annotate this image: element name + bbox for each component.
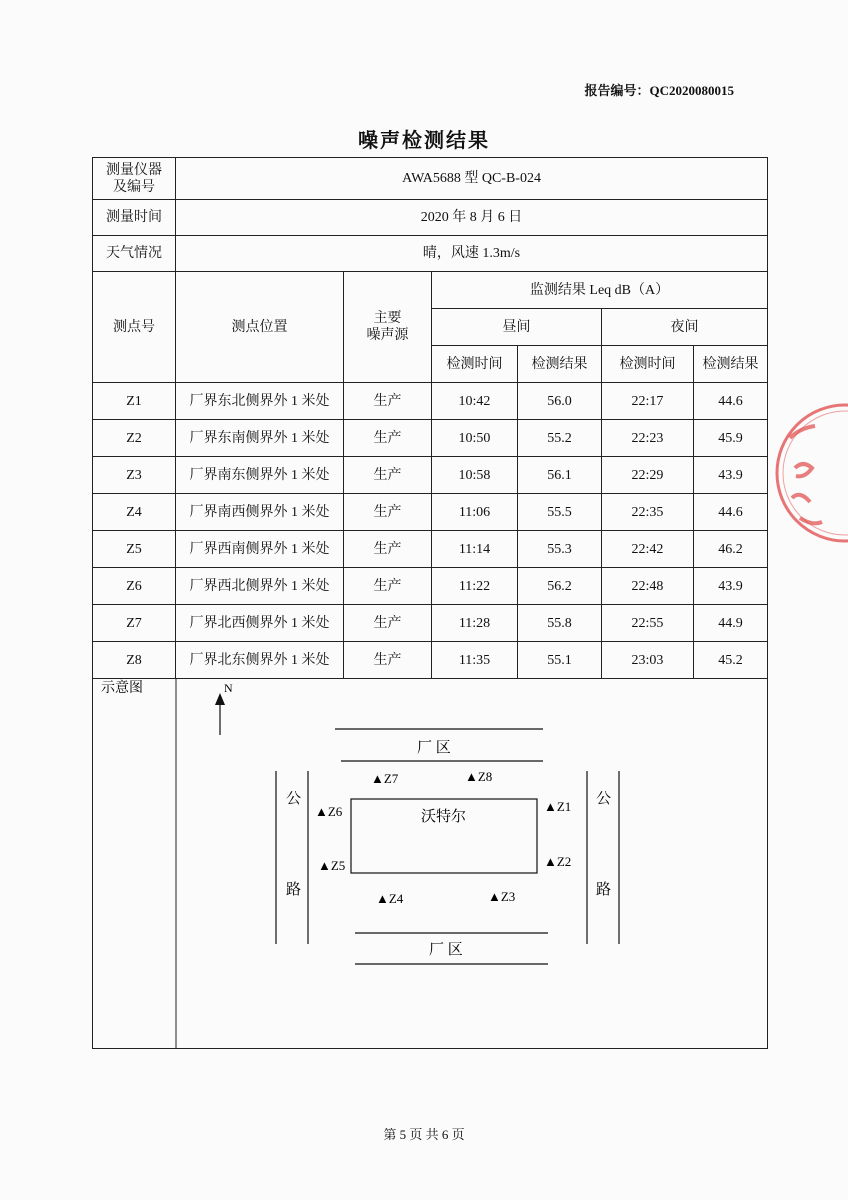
night-result: 45.2 — [694, 642, 768, 679]
header-night-result: 检测结果 — [694, 346, 768, 383]
night-time: 22:29 — [602, 457, 694, 494]
day-time: 11:28 — [432, 605, 518, 642]
noise-result-table — [92, 157, 768, 1049]
day-result: 56.2 — [518, 568, 602, 605]
day-result: 56.0 — [518, 383, 602, 420]
header-night-time: 检测时间 — [602, 346, 694, 383]
point-location: 厂界南东侧界外 1 米处 — [176, 457, 344, 494]
night-result: 45.9 — [694, 420, 768, 457]
point-id: Z6 — [93, 568, 176, 605]
night-result: 44.6 — [694, 383, 768, 420]
right-road-char-1: 公 — [596, 791, 612, 807]
point-source: 生产 — [344, 531, 432, 568]
company-seal — [770, 398, 848, 548]
night-time: 22:48 — [602, 568, 694, 605]
point-location: 厂界北东侧界外 1 米处 — [176, 642, 344, 679]
night-time: 22:42 — [602, 531, 694, 568]
point-marker-z3: ▲Z3 — [488, 889, 516, 904]
point-id: Z1 — [93, 383, 176, 420]
point-marker-z4: ▲Z4 — [376, 891, 404, 906]
day-time: 11:06 — [432, 494, 518, 531]
point-id: Z7 — [93, 605, 176, 642]
day-time: 11:22 — [432, 568, 518, 605]
point-source: 生产 — [344, 383, 432, 420]
point-marker-z6: ▲Z6 — [315, 804, 343, 819]
table-row — [93, 457, 768, 494]
point-marker-z8: ▲Z8 — [465, 769, 493, 784]
point-source: 生产 — [344, 457, 432, 494]
time-value: 2020 年 8 月 6 日 — [176, 200, 768, 236]
page-title: 噪声检测结果 — [358, 130, 490, 152]
weather-row — [93, 236, 768, 272]
building-name: 沃特尔 — [421, 809, 467, 825]
point-location: 厂界西南侧界外 1 米处 — [176, 531, 344, 568]
report-number: 报告编号：QC2020080015 — [584, 83, 734, 98]
header-main-source: 主要 噪声源 — [344, 272, 432, 383]
night-result: 44.9 — [694, 605, 768, 642]
night-result: 43.9 — [694, 568, 768, 605]
header-point-location: 测点位置 — [176, 272, 344, 383]
time-row — [93, 200, 768, 236]
left-road-char-1: 公 — [286, 791, 302, 807]
night-result: 44.6 — [694, 494, 768, 531]
day-time: 10:42 — [432, 383, 518, 420]
table-row — [93, 568, 768, 605]
point-id: Z8 — [93, 642, 176, 679]
header-point-no: 测点号 — [93, 272, 176, 383]
point-source: 生产 — [344, 642, 432, 679]
weather-label: 天气情况 — [93, 236, 176, 272]
diagram-cell — [93, 679, 768, 1049]
north-label: N — [224, 681, 233, 695]
point-marker-z7: ▲Z7 — [371, 771, 399, 786]
point-id: Z4 — [93, 494, 176, 531]
point-location: 厂界东北侧界外 1 米处 — [176, 383, 344, 420]
header-row-1 — [93, 272, 768, 309]
day-result: 55.5 — [518, 494, 602, 531]
point-marker-z2: ▲Z2 — [544, 854, 572, 869]
point-source: 生产 — [344, 420, 432, 457]
table-row — [93, 420, 768, 457]
header-day-time: 检测时间 — [432, 346, 518, 383]
point-marker-z1: ▲Z1 — [544, 799, 572, 814]
day-time: 11:14 — [432, 531, 518, 568]
night-time: 22:17 — [602, 383, 694, 420]
table-row — [93, 383, 768, 420]
day-time: 10:50 — [432, 420, 518, 457]
point-id: Z2 — [93, 420, 176, 457]
point-source: 生产 — [344, 494, 432, 531]
page-footer: 第 5 页 共 6 页 — [383, 1127, 465, 1142]
night-time: 23:03 — [602, 642, 694, 679]
diagram-row — [93, 679, 768, 1049]
point-location: 厂界北西侧界外 1 米处 — [176, 605, 344, 642]
header-day: 昼间 — [432, 309, 602, 346]
day-result: 55.3 — [518, 531, 602, 568]
night-time: 22:55 — [602, 605, 694, 642]
header-result-group: 监测结果 Leq dB（A） — [432, 272, 768, 309]
point-location: 厂界东南侧界外 1 米处 — [176, 420, 344, 457]
factory-area-top: 厂 区 — [417, 740, 451, 756]
point-location: 厂界西北侧界外 1 米处 — [176, 568, 344, 605]
time-label: 测量时间 — [93, 200, 176, 236]
day-result: 55.2 — [518, 420, 602, 457]
table-row — [93, 642, 768, 679]
night-result: 46.2 — [694, 531, 768, 568]
factory-area-bottom: 厂 区 — [429, 942, 463, 958]
header-day-result: 检测结果 — [518, 346, 602, 383]
site-diagram — [93, 679, 768, 1049]
day-time: 11:35 — [432, 642, 518, 679]
table-row — [93, 531, 768, 568]
instrument-row — [93, 158, 768, 200]
day-time: 10:58 — [432, 457, 518, 494]
instrument-value: AWA5688 型 QC-B-024 — [176, 158, 768, 200]
point-source: 生产 — [344, 568, 432, 605]
day-result: 56.1 — [518, 457, 602, 494]
header-night: 夜间 — [602, 309, 768, 346]
left-road-char-2: 路 — [286, 882, 302, 898]
day-result: 55.8 — [518, 605, 602, 642]
table-row — [93, 605, 768, 642]
right-road-char-2: 路 — [596, 882, 612, 898]
night-time: 22:23 — [602, 420, 694, 457]
night-result: 43.9 — [694, 457, 768, 494]
weather-value: 晴，风速 1.3m/s — [176, 236, 768, 272]
point-location: 厂界南西侧界外 1 米处 — [176, 494, 344, 531]
night-time: 22:35 — [602, 494, 694, 531]
table-row — [93, 494, 768, 531]
point-source: 生产 — [344, 605, 432, 642]
point-marker-z5: ▲Z5 — [318, 858, 346, 873]
point-id: Z3 — [93, 457, 176, 494]
diagram-label: 示意图 — [101, 681, 143, 696]
day-result: 55.1 — [518, 642, 602, 679]
instrument-label: 测量仪器 及编号 — [93, 158, 176, 200]
point-id: Z5 — [93, 531, 176, 568]
